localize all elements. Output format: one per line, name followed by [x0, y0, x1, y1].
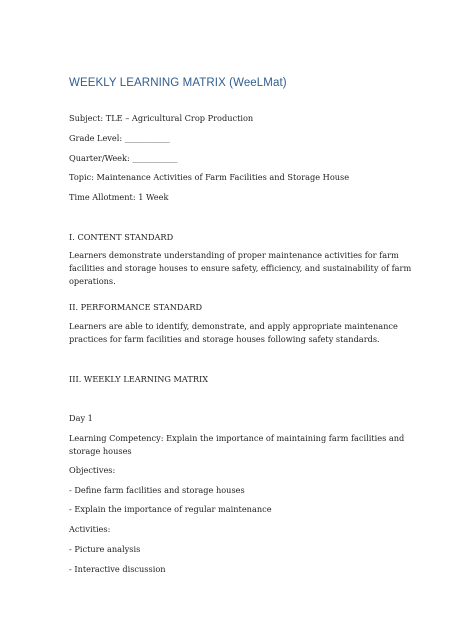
activity-item: - Interactive discussion — [69, 564, 166, 574]
day-label: Day 1 — [69, 413, 93, 423]
performance-standard-heading: II. PERFORMANCE STANDARD — [69, 302, 203, 312]
time-allotment-line: Time Allotment: 1 Week — [69, 192, 169, 202]
objectives-label: Objectives: — [69, 465, 116, 475]
content-standard-body: Learners demonstrate understanding of proper maintenance activities for farm facilities and storage houses to ensure safety, efficiency, and sustainability of farm operations. — [69, 250, 412, 286]
activity-item: - Picture analysis — [69, 544, 141, 554]
weekly-matrix-heading: III. WEEKLY LEARNING MATRIX — [69, 374, 209, 384]
activities-label: Activities: — [69, 524, 111, 534]
document-title: WEEKLY LEARNING MATRIX (WeeLMat) — [69, 77, 287, 89]
subject-line: Subject: TLE – Agricultural Crop Production — [69, 113, 254, 123]
objective-item: - Explain the importance of regular maintenance — [69, 504, 272, 514]
content-standard-heading: I. CONTENT STANDARD — [69, 232, 174, 242]
topic-line: Topic: Maintenance Activities of Farm Facilities and Storage House — [69, 172, 350, 182]
quarter-week-line: Quarter/Week: ___________ — [69, 153, 178, 163]
grade-level-line: Grade Level: ___________ — [69, 133, 170, 143]
learning-competency: Learning Competency: Explain the importance of maintaining farm facilities and storage houses — [69, 433, 405, 456]
performance-standard-body: Learners are able to identify, demonstrate, and apply appropriate maintenance practices for farm facilities and storage houses following safety standards. — [69, 321, 398, 344]
objective-item: - Define farm facilities and storage houses — [69, 485, 245, 495]
